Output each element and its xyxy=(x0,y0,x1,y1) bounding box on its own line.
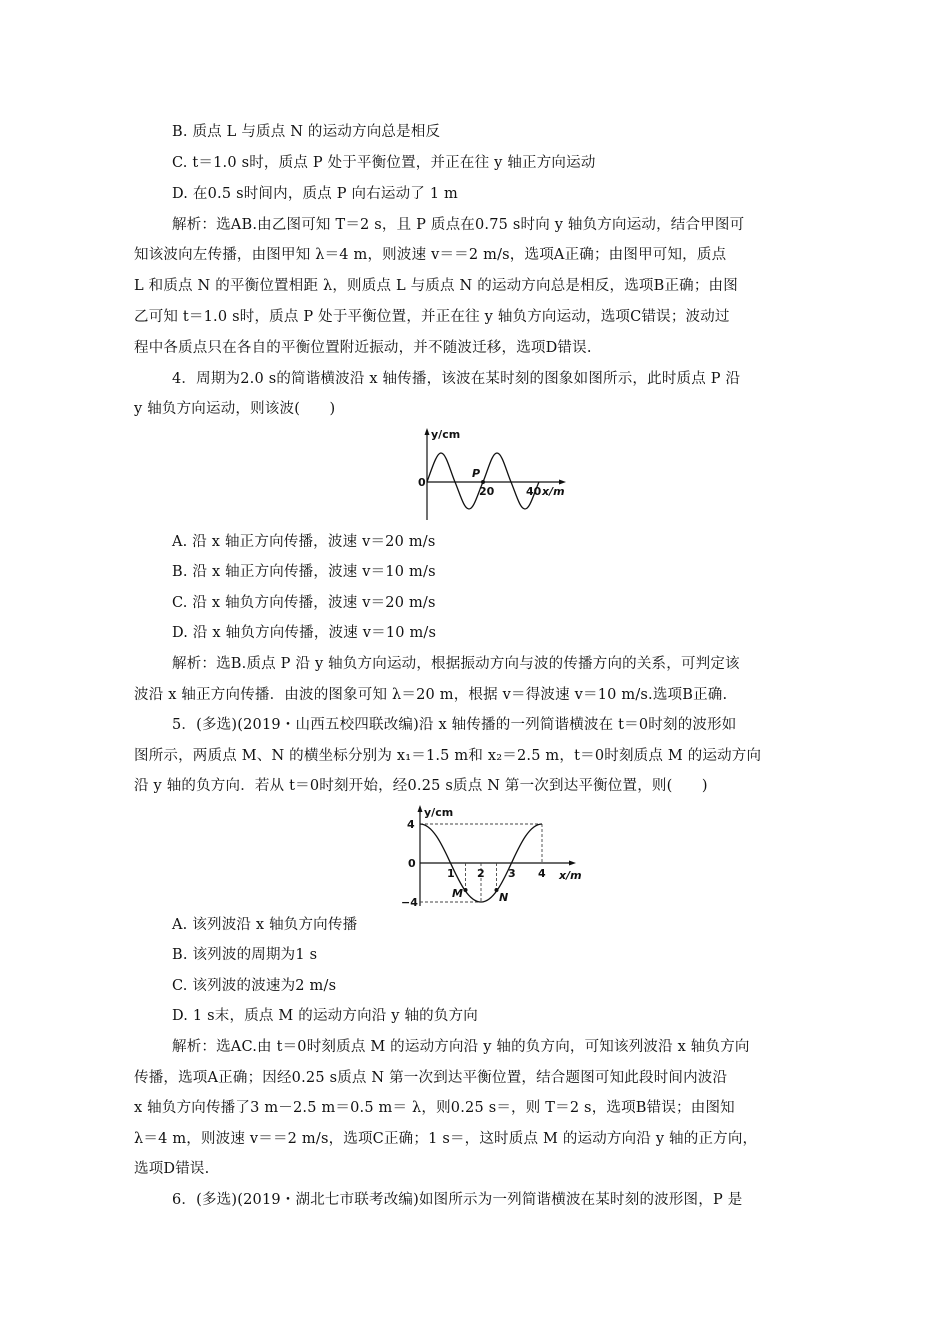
analysis-line: 乙可知 t＝1.0 s时，质点 P 处于平衡位置，并正在往 y 轴负方向运动，选项C错误；波动过 xyxy=(134,309,730,325)
point-m-label: M xyxy=(452,887,463,900)
x-tick-3: 3 xyxy=(508,867,516,880)
option-a-line: A. 沿 x 轴正方向传播，波速 v＝20 m/s xyxy=(172,534,436,550)
origin-label: 0 xyxy=(408,857,416,870)
wave-figure-1 xyxy=(400,425,580,525)
x-axis-arrow xyxy=(559,480,566,485)
question-5-line: 5．(多选)(2019・山西五校四联改编)沿 x 轴传播的一列简谐横波在 t＝0时刻的波形如 xyxy=(172,717,737,733)
analysis-line: 解析：选B.质点 P 沿 y 轴负方向运动，根据振动方向与波的传播方向的关系，可判定该 xyxy=(172,656,740,672)
x-axis-label: x/m xyxy=(559,869,582,882)
option-d-line: D. 沿 x 轴负方向传播，波速 v＝10 m/s xyxy=(172,625,437,641)
option-d-line: D. 在0.5 s时间内，质点 P 向右运动了 1 m xyxy=(172,186,459,202)
question-5-line: 沿 y 轴的负方向．若从 t＝0时刻开始，经0.25 s质点 N 第一次到达平衡位置，则( ) xyxy=(134,778,708,794)
wave-figure-2 xyxy=(395,802,590,910)
y-axis-arrow xyxy=(418,805,423,812)
analysis-line: x 轴负方向传播了3 m－2.5 m＝0.5 m＝ λ，则0.25 s＝，则 T＝2 s，选项B错误；由图知 xyxy=(134,1100,735,1116)
y-axis-label: y/cm xyxy=(431,428,461,441)
x-tick-40: 40 xyxy=(526,485,542,498)
option-b-line: B. 质点 L 与质点 N 的运动方向总是相反 xyxy=(172,124,441,140)
x-tick-20: 20 xyxy=(479,485,495,498)
point-n-marker xyxy=(495,888,499,892)
y-axis-label: y/cm xyxy=(424,806,454,819)
analysis-line: 传播，选项A正确；因经0.25 s质点 N 第一次到达平衡位置，结合题图可知此段时间内波沿 xyxy=(134,1070,728,1086)
analysis-line: 解析：选AB.由乙图可知 T＝2 s，且 P 质点在0.75 s时向 y 轴负方向运动，结合甲图可 xyxy=(172,217,745,233)
question-6-line: 6．(多选)(2019・湖北七市联考改编)如图所示为一列简谐横波在某时刻的波形图，P 是 xyxy=(172,1192,743,1208)
option-c-line: C. 该列波的波速为2 m/s xyxy=(172,978,337,994)
y-tick-top: 4 xyxy=(407,818,415,831)
x-tick-1: 1 xyxy=(447,867,455,880)
x-tick-2: 2 xyxy=(477,867,485,880)
analysis-line: 解析：选AC.由 t＝0时刻质点 M 的运动方向沿 y 轴的负方向，可知该列波沿 x 轴负方向 xyxy=(172,1039,750,1055)
analysis-line: λ＝4 m，则波速 v＝＝2 m/s，选项C正确；1 s＝，这时质点 M 的运动方向沿 y 轴的正方向， xyxy=(134,1131,758,1147)
analysis-line: 波沿 x 轴正方向传播．由波的图象可知 λ＝20 m，根据 v＝得波速 v＝10 m/s.选项B正确. xyxy=(134,687,728,703)
point-m-marker xyxy=(464,888,468,892)
analysis-line: 知该波向左传播，由图甲知 λ＝4 m，则波速 v＝＝2 m/s，选项A正确；由图甲可知，质点 xyxy=(134,247,727,263)
option-a-line: A. 该列波沿 x 轴负方向传播 xyxy=(172,917,358,933)
x-axis-arrow xyxy=(569,861,576,866)
analysis-line: L 和质点 N 的平衡位置相距 λ，则质点 L 与质点 N 的运动方向总是相反，选项B正确；由图 xyxy=(134,278,738,294)
option-d-line: D. 1 s末，质点 M 的运动方向沿 y 轴的负方向 xyxy=(172,1008,478,1024)
option-b-line: B. 沿 x 轴正方向传播，波速 v＝10 m/s xyxy=(172,564,436,580)
y-axis-arrow xyxy=(425,428,430,435)
point-p-label: P xyxy=(472,467,481,480)
point-p-marker xyxy=(481,480,485,484)
x-axis-label: x/m xyxy=(542,485,565,498)
question-4-line: y 轴负方向运动，则该波( ) xyxy=(134,401,336,417)
option-b-line: B. 该列波的周期为1 s xyxy=(172,947,318,963)
question-5-line: 图所示，两质点 M、N 的横坐标分别为 x₁＝1.5 m和 x₂＝2.5 m，t＝0时刻质点 M 的运动方向 xyxy=(134,748,762,764)
origin-label: 0 xyxy=(418,476,426,489)
y-tick-bottom: −4 xyxy=(401,896,418,909)
analysis-line: 选项D错误. xyxy=(134,1161,210,1177)
question-4-line: 4．周期为2.0 s的简谐横波沿 x 轴传播，该波在某时刻的图象如图所示，此时质点 P 沿 xyxy=(172,371,741,387)
analysis-line: 程中各质点只在各自的平衡位置附近振动，并不随波迁移，选项D错误. xyxy=(134,340,592,356)
x-tick-4: 4 xyxy=(538,867,546,880)
option-c-line: C. 沿 x 轴负方向传播，波速 v＝20 m/s xyxy=(172,595,436,611)
option-c-line: C. t＝1.0 s时，质点 P 处于平衡位置，并正在往 y 轴正方向运动 xyxy=(172,155,596,171)
point-n-label: N xyxy=(499,891,509,904)
